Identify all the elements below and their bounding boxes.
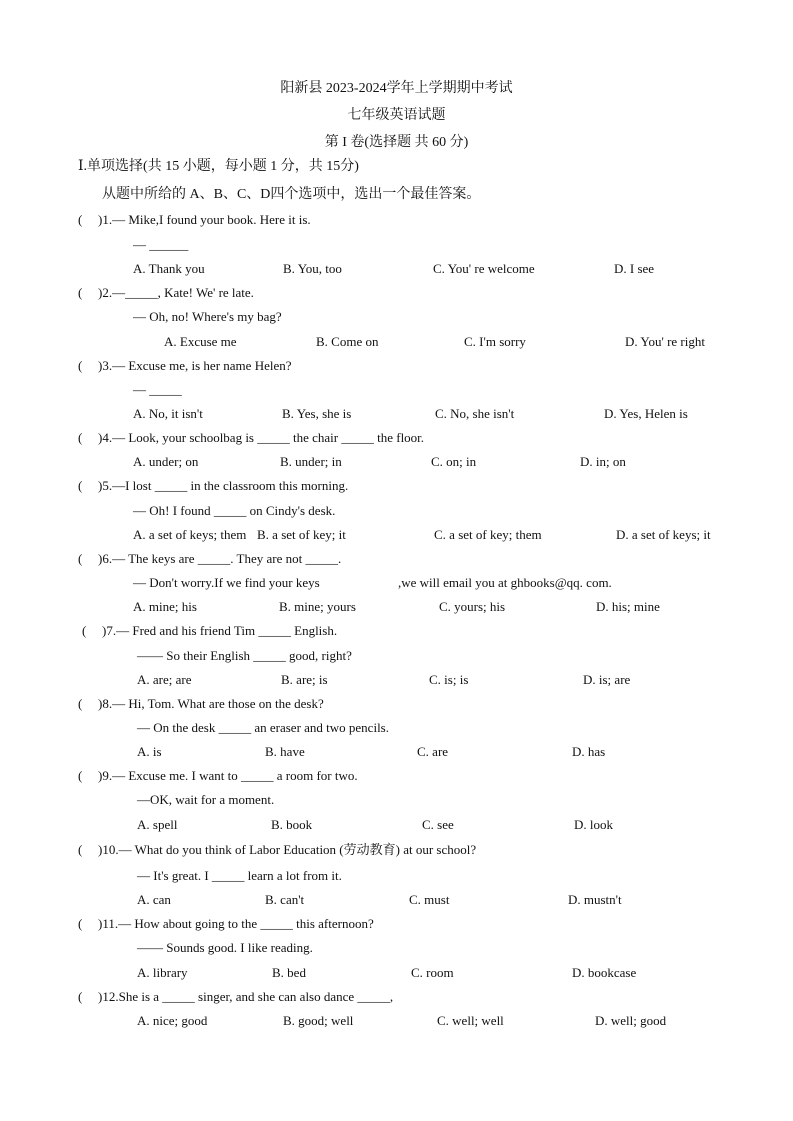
question-text: —I lost _____ in the classroom this morning. xyxy=(112,478,349,493)
question-text: She is a _____ singer, and she can also dance _____, xyxy=(118,989,394,1004)
question-number: )10. xyxy=(98,842,119,857)
question-number: )5. xyxy=(98,478,113,493)
question-5-option-d[interactable]: D. a set of keys; it xyxy=(616,527,711,542)
question-10-option-c[interactable]: C. must xyxy=(409,892,450,907)
question-text: — Mike,I found your book. Here it is. xyxy=(112,212,311,227)
question-11-option-c[interactable]: C. room xyxy=(411,965,454,980)
question-1-stem: ( )1.— Mike,I found your book. Here it is. xyxy=(78,212,311,227)
question-6-option-b[interactable]: B. mine; yours xyxy=(279,599,356,614)
question-number: )9. xyxy=(98,768,113,783)
question-1-option-b[interactable]: B. You, too xyxy=(283,261,342,276)
question-text: — Look, your schoolbag is _____ the chair _____ the floor. xyxy=(112,430,425,445)
exam-subtitle: 七年级英语试题 xyxy=(347,108,446,123)
question-7-option-d[interactable]: D. is; are xyxy=(583,672,631,687)
question-text: — What do you think of Labor Education (劳动教育) at our school? xyxy=(118,842,477,857)
question-12-option-d[interactable]: D. well; good xyxy=(595,1013,667,1028)
question-12-option-c[interactable]: C. well; well xyxy=(437,1013,504,1028)
question-6-option-a[interactable]: A. mine; his xyxy=(133,599,197,614)
question-4-option-a[interactable]: A. under; on xyxy=(133,454,199,469)
question-11-option-b[interactable]: B. bed xyxy=(272,965,306,980)
question-number: )6. xyxy=(98,551,113,566)
question-9-option-a[interactable]: A. spell xyxy=(137,817,178,832)
question-8-option-c[interactable]: C. are xyxy=(417,744,449,759)
question-number: )8. xyxy=(98,696,113,711)
question-9-option-b[interactable]: B. book xyxy=(271,817,313,832)
question-7-option-b[interactable]: B. are; is xyxy=(281,672,328,687)
question-9-option-d[interactable]: D. look xyxy=(574,817,613,832)
question-number: )4. xyxy=(98,430,113,445)
question-4-option-d[interactable]: D. in; on xyxy=(580,454,626,469)
section-title: Ⅰ.单项选择(共 15 小题，每小题 1 分，共 15分) xyxy=(78,159,359,174)
question-text: — Excuse me. I want to _____ a room for two. xyxy=(112,768,358,783)
question-text: — How about going to the _____ this afternoon? xyxy=(118,916,374,931)
question-10-option-d[interactable]: D. mustn't xyxy=(568,892,622,907)
question-6-stem: ( )6.— The keys are _____. They are not _____. xyxy=(78,551,342,566)
question-1-option-a[interactable]: A. Thank you xyxy=(133,261,205,276)
exam-title: 阳新县 2023-2024学年上学期期中考试 xyxy=(280,81,513,96)
question-5-reply: — Oh! I found _____ on Cindy's desk. xyxy=(133,503,336,518)
question-6-reply: — Don't worry.If we find your keys xyxy=(133,575,320,590)
question-number: )7. xyxy=(102,623,117,638)
question-2-option-b[interactable]: B. Come on xyxy=(316,334,379,349)
volume-heading: 第 I 卷(选择题 共 60 分) xyxy=(324,135,469,150)
question-number: )1. xyxy=(98,212,113,227)
question-8-option-a[interactable]: A. is xyxy=(137,744,162,759)
question-text: — Fred and his friend Tim _____ English. xyxy=(116,623,338,638)
question-2-option-d[interactable]: D. You' re right xyxy=(625,334,705,349)
question-12-option-b[interactable]: B. good; well xyxy=(283,1013,354,1028)
question-3-reply: — _____ xyxy=(133,382,182,397)
question-3-stem: ( )3.— Excuse me, is her name Helen? xyxy=(78,358,292,373)
question-7-option-c[interactable]: C. is; is xyxy=(429,672,469,687)
question-2-reply: — Oh, no! Where's my bag? xyxy=(133,309,282,324)
question-5-option-a[interactable]: A. a set of keys; them xyxy=(133,527,247,542)
question-7-reply: —— So their English _____ good, right? xyxy=(137,648,352,663)
question-5-option-b[interactable]: B. a set of key; it xyxy=(257,527,346,542)
question-9-option-c[interactable]: C. see xyxy=(422,817,454,832)
question-8-option-b[interactable]: B. have xyxy=(265,744,305,759)
question-6-option-c[interactable]: C. yours; his xyxy=(439,599,506,614)
question-text: —_____, Kate! We' re late. xyxy=(112,285,254,300)
question-10-option-b[interactable]: B. can't xyxy=(265,892,305,907)
question-8-stem: ( )8.— Hi, Tom. What are those on the desk? xyxy=(78,696,324,711)
question-number: )11. xyxy=(98,916,119,931)
question-9-stem: ( )9.— Excuse me. I want to _____ a room for two. xyxy=(78,768,358,783)
question-number: )12. xyxy=(98,989,119,1004)
section-instruction: 从题中所给的 A、B、C、D四个选项中，选出一个最佳答案。 xyxy=(102,187,481,202)
question-1-option-d[interactable]: D. I see xyxy=(614,261,655,276)
question-3-option-a[interactable]: A. No, it isn't xyxy=(133,406,203,421)
question-1-option-c[interactable]: C. You' re welcome xyxy=(433,261,535,276)
question-2-stem: ( )2.—_____, Kate! We' re late. xyxy=(78,285,254,300)
question-11-stem: ( )11.— How about going to the _____ this afternoon? xyxy=(78,916,374,931)
question-6-reply-continued: ,we will email you at ghbooks@qq. com. xyxy=(398,575,612,590)
question-2-option-c[interactable]: C. I'm sorry xyxy=(464,334,526,349)
question-4-stem: ( )4.— Look, your schoolbag is _____ the chair _____ the floor. xyxy=(78,430,425,445)
question-3-option-d[interactable]: D. Yes, Helen is xyxy=(604,406,688,421)
question-7-stem: ( )7.— Fred and his friend Tim _____ English. xyxy=(82,623,338,638)
question-2-option-a[interactable]: A. Excuse me xyxy=(164,334,237,349)
question-10-stem: ( )10.— What do you think of Labor Education (劳动教育) at our school? xyxy=(78,842,477,857)
question-text: — The keys are _____. They are not _____. xyxy=(112,551,342,566)
question-11-option-d[interactable]: D. bookcase xyxy=(572,965,637,980)
question-number: )2. xyxy=(98,285,113,300)
question-5-stem: ( )5.—I lost _____ in the classroom this morning. xyxy=(78,478,349,493)
question-11-reply: —— Sounds good. I like reading. xyxy=(137,940,313,955)
question-3-option-c[interactable]: C. No, she isn't xyxy=(435,406,515,421)
question-7-option-a[interactable]: A. are; are xyxy=(137,672,192,687)
question-10-option-a[interactable]: A. can xyxy=(137,892,171,907)
question-3-option-b[interactable]: B. Yes, she is xyxy=(282,406,352,421)
question-11-option-a[interactable]: A. library xyxy=(137,965,188,980)
question-6-option-d[interactable]: D. his; mine xyxy=(596,599,660,614)
question-text: — Excuse me, is her name Helen? xyxy=(112,358,292,373)
question-text: — Hi, Tom. What are those on the desk? xyxy=(112,696,324,711)
question-8-option-d[interactable]: D. has xyxy=(572,744,606,759)
question-1-reply: — ______ xyxy=(133,237,189,252)
question-12-stem: ( )12.She is a _____ singer, and she can also dance _____, xyxy=(78,989,394,1004)
question-8-reply: — On the desk _____ an eraser and two pencils. xyxy=(137,720,389,735)
question-number: )3. xyxy=(98,358,113,373)
question-4-option-c[interactable]: C. on; in xyxy=(431,454,477,469)
question-12-option-a[interactable]: A. nice; good xyxy=(137,1013,208,1028)
question-9-reply: —OK, wait for a moment. xyxy=(137,792,275,807)
question-5-option-c[interactable]: C. a set of key; them xyxy=(434,527,542,542)
question-10-reply: — It's great. I _____ learn a lot from it. xyxy=(137,868,342,883)
question-4-option-b[interactable]: B. under; in xyxy=(280,454,342,469)
